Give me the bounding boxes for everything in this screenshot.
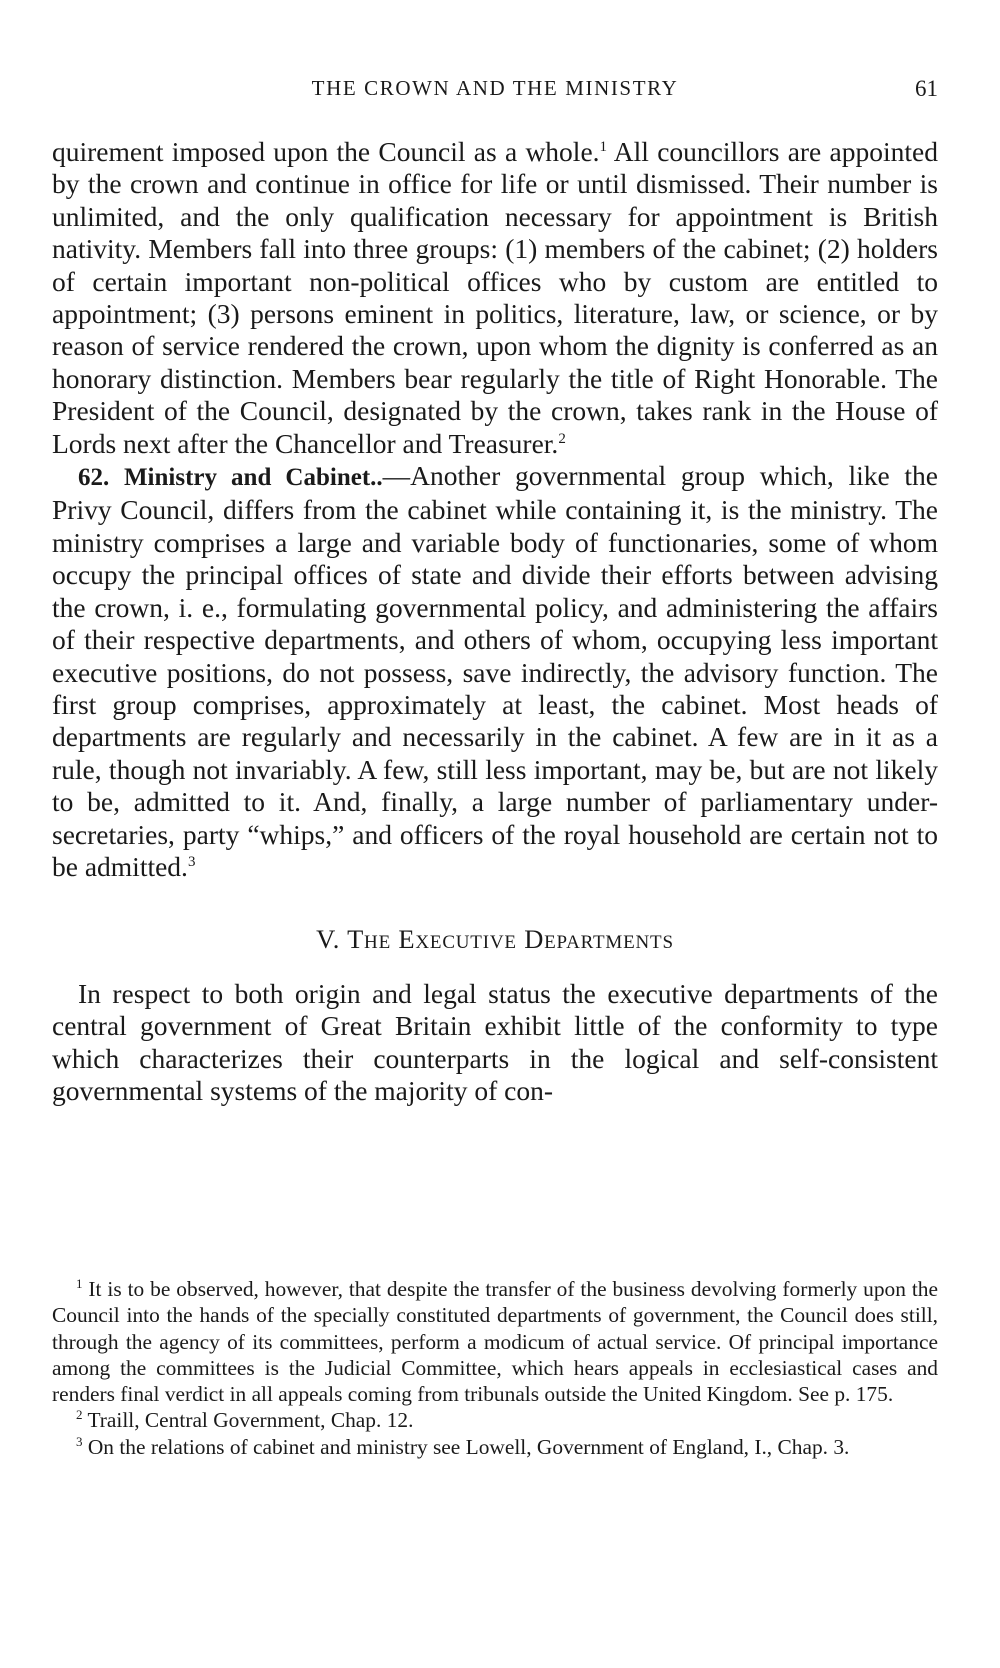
footnote-3-marker: 3 [76, 1433, 83, 1449]
paragraph-councillors [52, 136, 938, 460]
footnotes [52, 1276, 938, 1460]
footnote-3 [52, 1434, 938, 1460]
section-title: Ministry and Cabinet.. [123, 464, 383, 492]
running-title: THE CROWN AND THE MINISTRY [311, 76, 679, 100]
body-text [52, 136, 938, 1107]
footnote-1 [52, 1276, 938, 1407]
paragraph-councillors-text-cont: All councillors are appointed by the crown and continue in office for life or until dismissed. Their number is unlimited, and the only qualification necessary for appointment is British nativity. Members fall into three groups: (1) members of the cabinet; (2) holders of certain important non-political offices who by custom are entitled to appointment; (3) persons eminent in politics, literature, law, or science, or by reason of service rendered the crown, upon whom the dignity is conferred as an honorary distinction. Members bear regularly the title of Right Honorable. The President of the Council, designated by the crown, takes rank in the House of Lords next after the Chancellor and Treasurer. [52, 136, 938, 459]
footnote-ref-3: 3 [187, 853, 196, 870]
footnote-1-marker: 1 [76, 1275, 83, 1291]
paragraph-ministry-and-cabinet [52, 460, 938, 883]
section-62-text: —Another governmental group which, like the Privy Council, differs from the cabinet while containing it, is the ministry. The ministry comprises a large and variable body of functionaries, some of whom occupy the principal offices of state and divide their efforts between advising the crown, i. e., formulating governmental policy, and administering the affairs of their respective departments, and others of whom, occupying less important executive positions, do not possess, save indirectly, the advisory function. The first group comprises, approximately at least, the cabinet. Most heads of departments are regularly and necessarily in the cabinet. A few are in it as a rule, though not invariably. A few, still less important, may be, but are not likely to be, admitted to it. And, finally, a large number of parliamentary under-secretaries, party “whips,” and officers of the royal household are certain not to be admitted. [52, 460, 939, 882]
footnote-3-text: On the relations of cabinet and ministry see Lowell, Government of England, I., Chap. 3. [82, 1434, 850, 1459]
section-number: 62. [78, 464, 110, 492]
section-heading-executive-departments: V. The Executive Departments [316, 924, 674, 955]
footnote-2 [52, 1407, 938, 1433]
footnote-1-text: It is to be observed, however, that despite the transfer of the business devolving formerly upon the Council into the hands of the specially constituted departments of government, the Council does still, through the agency of its committees, perform a modicum of actual service. Of principal importance among the committees is the Judicial Committee, which hears appeals in ecclesiastical cases and renders final verdict in all appeals coming from tribunals outside the United Kingdom. See p. 175. [52, 1277, 938, 1407]
paragraph-executive-departments: In respect to both origin and legal status the executive departments of the central government of Great Britain exhibit little of the conformity to type which characterizes their counterparts in the logical and self-consistent governmental systems of the majority of con- [52, 977, 938, 1106]
footnote-2-marker: 2 [76, 1407, 83, 1423]
running-head [52, 76, 938, 108]
footnote-2-text: Traill, Central Government, Chap. 12. [82, 1408, 414, 1433]
footnote-ref-1: 1 [599, 138, 608, 155]
page-number: 61 [915, 76, 938, 101]
footnote-ref-2: 2 [558, 430, 566, 447]
paragraph-councillors-text: quirement imposed upon the Council as a whole. [52, 136, 600, 167]
